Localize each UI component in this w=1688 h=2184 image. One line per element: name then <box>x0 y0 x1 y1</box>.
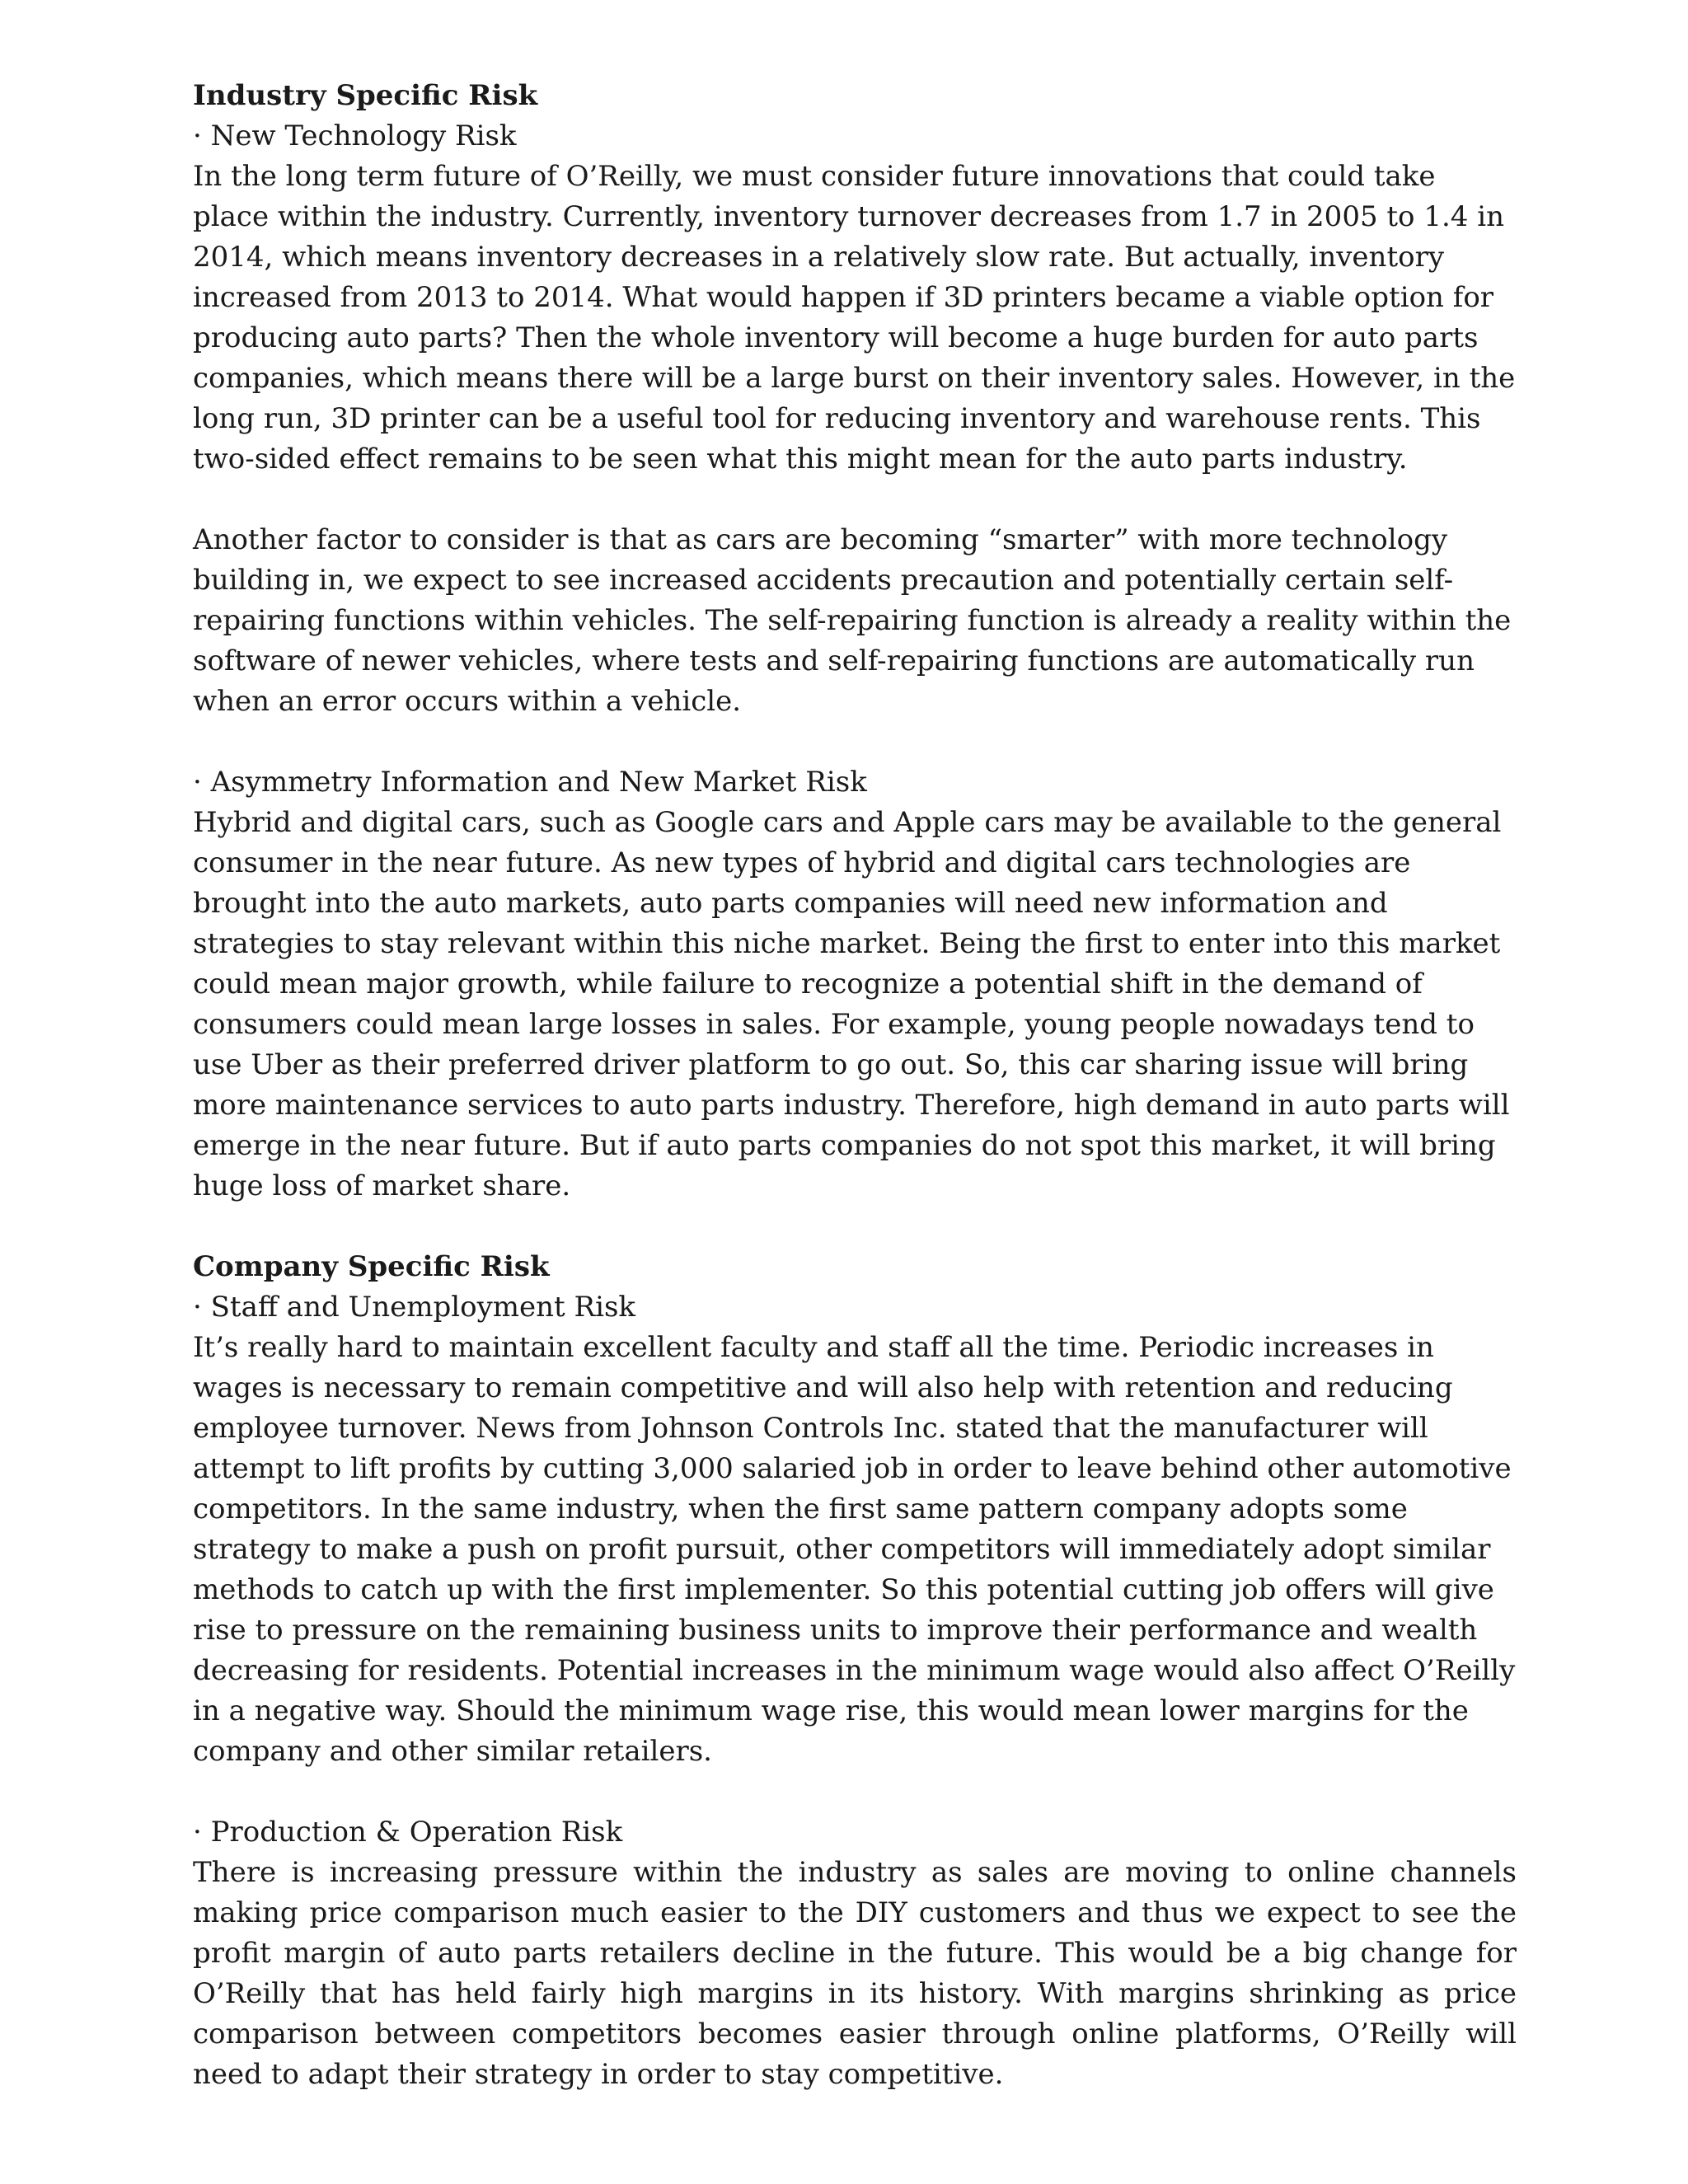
subheading-staff-risk: · Staff and Unemployment Risk <box>193 1291 636 1324</box>
section-heading-industry: Industry Specific Risk <box>193 79 538 112</box>
paragraph-asymmetry: Hybrid and digital cars, such as Google cars and Apple cars may be available to the general consumer in the near future. As new types of hybrid and digital cars technologies are brought into the auto markets, auto parts companies will need new information and strategies to stay relevant within this niche market. Being the first to enter into this market could mean major growth, while failure to recognize a potential shift in the demand of consumers could mean large losses in sales. For example, young people nowadays tend to use Uber as their preferred driver platform to go out. So, this car sharing issue will bring more maintenance services to auto parts industry. Therefore, high demand in auto parts will emerge in the near future. But if auto parts companies do not spot this market, it will bring huge loss of market share. <box>193 806 1510 1202</box>
subheading-asymmetry-risk: · Asymmetry Information and New Market Risk <box>193 766 867 799</box>
paragraph-spacer <box>193 480 1517 520</box>
document-page <box>193 76 1517 2095</box>
paragraph-staff: It’s really hard to maintain excellent faculty and staff all the time. Periodic increases in wages is necessary to remain competitive and will also help with retention and reducing employee turnover. News from Johnson Controls Inc. stated that the manufacturer will attempt to lift profits by cutting 3,000 salaried job in order to leave behind other automotive competitors. In the same industry, when the first same pattern company adopts some strategy to make a push on profit pursuit, other competitors will immediately adopt similar methods to catch up with the first implementer. So this potential cutting job offers will give rise to pressure on the remaining business units to improve their performance and wealth decreasing for residents. Potential increases in the minimum wage would also affect O’Reilly in a negative way. Should the minimum wage rise, this would mean lower margins for the company and other similar retailers. <box>193 1331 1516 1768</box>
section-heading-company: Company Specific Risk <box>193 1250 550 1283</box>
paragraph-new-technology-1: In the long term future of O’Reilly, we must consider future innovations that could take place within the industry. Currently, inventory turnover decreases from 1.7 in 2005 to 1.4 in 2014, which means inventory decreases in a relatively slow rate. But actually, inventory increased from 2013 to 2014. What would happen if 3D printers became a viable option for producing auto parts? Then the whole inventory will become a huge burden for auto parts companies, which means there will be a large burst on their inventory sales. However, in the long run, 3D printer can be a useful tool for reducing inventory and warehouse rents. This two-sided effect remains to be seen what this might mean for the auto parts industry. <box>193 160 1516 476</box>
paragraph-spacer <box>193 1207 1517 1247</box>
subheading-production-risk: · Production & Operation Risk <box>193 1816 623 1849</box>
paragraph-spacer <box>193 722 1517 762</box>
subheading-new-technology-risk: · New Technology Risk <box>193 120 517 152</box>
paragraph-new-technology-2: Another factor to consider is that as cars are becoming “smarter” with more technology building in, we expect to see increased accidents precaution and potentially certain self-repairing functions within vehicles. The self-repairing function is already a reality within the software of newer vehicles, where tests and self-repairing functions are automatically run when an error occurs within a vehicle. <box>193 523 1512 718</box>
paragraph-spacer <box>193 1772 1517 1812</box>
paragraph-production: There is increasing pressure within the industry as sales are moving to online channels making price comparison much easier to the DIY customers and thus we expect to see the profit margin of auto parts retailers decline in the future. This would be a big change for O’Reilly that has held fairly high margins in its history. With margins shrinking as price comparison between competitors becomes easier through online platforms, O’Reilly will need to adapt their strategy in order to stay competitive. <box>193 1856 1517 2091</box>
